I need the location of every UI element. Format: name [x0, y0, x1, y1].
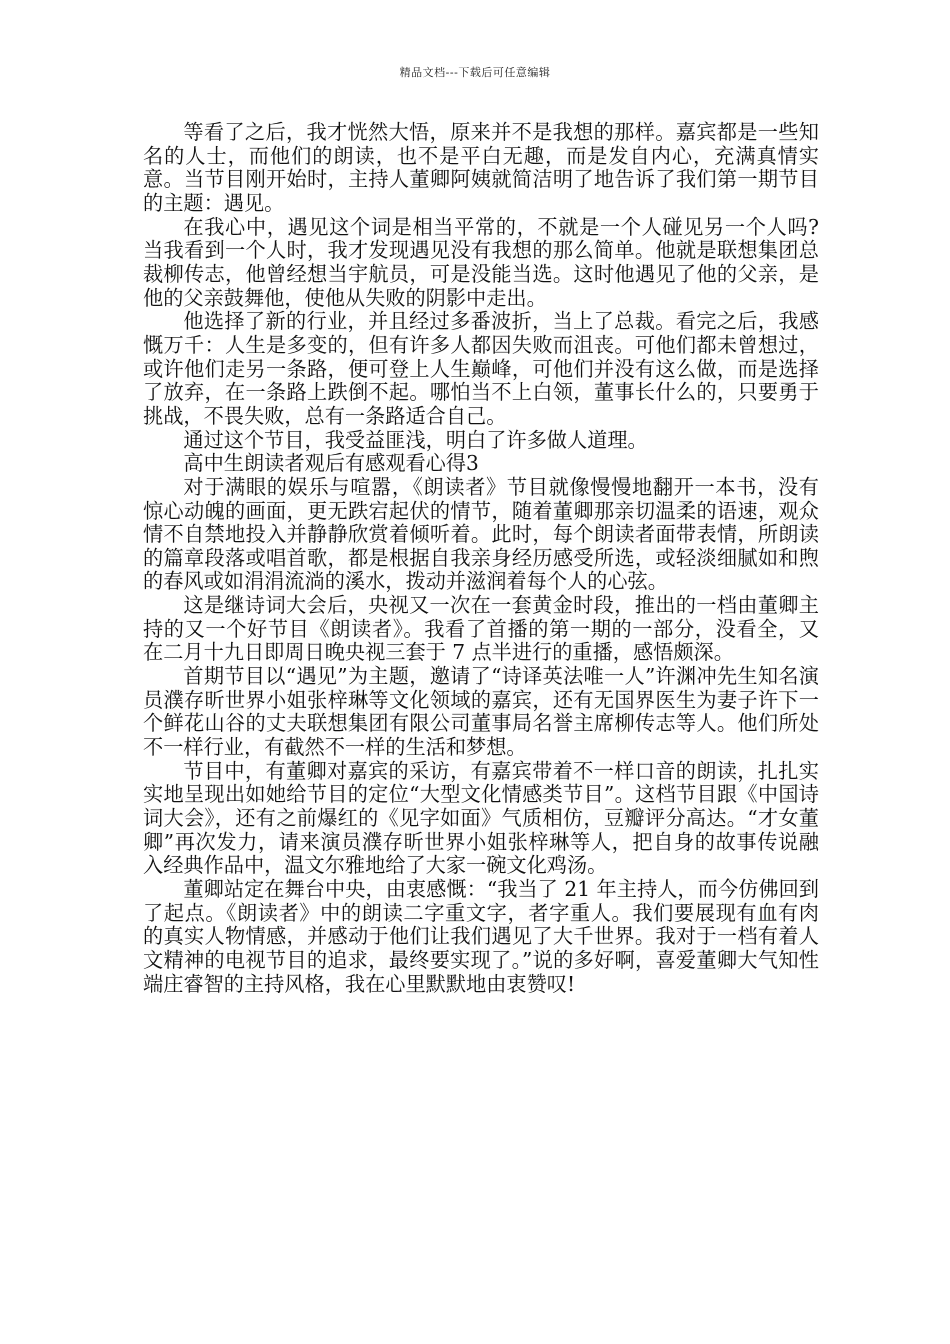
paragraph: 节目中，有董卿对嘉宾的采访，有嘉宾带着不一样口音的朗读，扎扎实实地呈现出如她给节目的定位“大型文化情感类节目”。这档节目跟《中国诗词大会》，还有之前爆红的《见字如面》气质相仿，豆瓣评分高达。“才女董卿”再次发力，请来演员濮存昕世界小姐张梓琳等人，把自身的故事传说融入经典作品中，温文尔雅地给了大家一碗文化鸡汤。: [143, 758, 819, 878]
paragraph: 这是继诗词大会后，央视又一次在一套黄金时段，推出的一档由董卿主持的又一个好节目《朗读者》。我看了首播的第一期的一部分，没看全，又在二月十九日即周日晚央视三套于 7 点半进行的重播，感悟颇深。: [143, 593, 819, 665]
paragraph: 等看了之后，我才恍然大悟，原来并不是我想的那样。嘉宾都是一些知名的人士，而他们的朗读，也不是平白无趣，而是发自内心，充满真情实意。当节目刚开始时，主持人董卿阿姨就简洁明了地告诉了我们第一期节目的主题：遇见。: [143, 120, 819, 215]
paragraph: 对于满眼的娱乐与喧嚣，《朗读者》节目就像慢慢地翻开一本书，没有惊心动魄的画面，更无跌宕起伏的情节，随着董卿那亲切温柔的语速，观众情不自禁地投入并静静欣赏着倾听着。此时，每个朗读者面带表情，所朗读的篇章段落或唱首歌，都是根据自我亲身经历感受所选，或轻淡细腻如和煦的春风或如涓涓流淌的溪水，拨动并滋润着每个人的心弦。: [143, 474, 819, 594]
document-body: [143, 121, 819, 996]
paragraph: 通过这个节目，我受益匪浅，明白了许多做人道理。: [183, 427, 648, 452]
paragraph: 董卿站定在舞台中央，由衷感慨：“我当了 21 年主持人，而今仿佛回到了起点。《朗读者》中的朗读二字重文字，者字重人。我们要展现有血有肉的真实人物情感，并感动于他们让我们遇见了大千世界。我对于一档有着人文精神的电视节目的追求，最终要实现了。”说的多好啊，喜爱董卿大气知性端庄睿智的主持风格，我在心里默默地由衷赞叹!: [143, 877, 819, 996]
paragraph: 在我心中，遇见这个词是相当平常的，不就是一个人碰见另一个人吗?当我看到一个人时，我才发现遇见没有我想的那么简单。他就是联想集团总裁柳传志，他曾经想当宇航员，可是没能当选。这时他遇见了他的父亲，是他的父亲鼓舞他，使他从失败的阴影中走出。: [143, 214, 819, 310]
paragraph: 首期节目以“遇见”为主题，邀请了“诗译英法唯一人”许渊冲先生知名演员濮存昕世界小姐张梓琳等文化领域的嘉宾，还有无国界医生为妻子许下一个鲜花山谷的丈夫联想集团有限公司董事局名誉主席柳传志等人。他们所处不一样行业，有截然不一样的生活和梦想。: [143, 664, 819, 760]
paragraph: 他选择了新的行业，并且经过多番波折，当上了总裁。看完之后，我感慨万千：人生是多变的，但有许多人都因失败而沮丧。可他们都未曾想过，或许他们走另一条路，便可登上人生巅峰，可他们并没有这么做，而是选择了放弃，在一条路上跌倒不起。哪怕当不上白领，董事长什么的，只要勇于挑战，不畏失败，总有一条路适合自己。: [143, 309, 819, 428]
page-header: 精品文档---下载后可任意编辑: [399, 66, 551, 79]
section-heading: 高中生朗读者观后有感观看心得3: [183, 451, 479, 476]
